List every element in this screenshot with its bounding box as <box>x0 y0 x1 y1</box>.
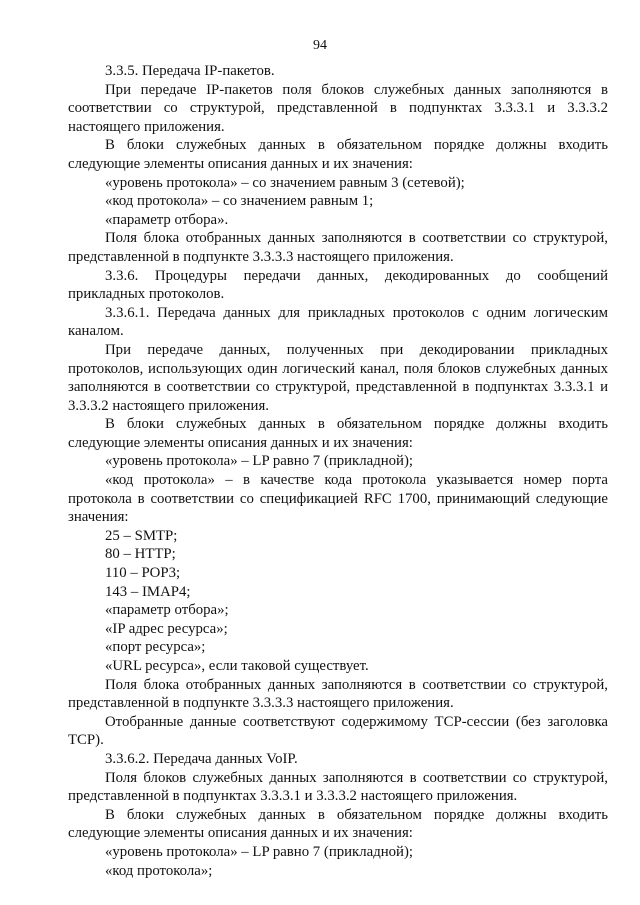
paragraph: 3.3.6. Процедуры передачи данных, декодированных до сообщений прикладных протоколов. <box>68 267 608 303</box>
paragraph: В блоки служебных данных в обязательном порядке должны входить следующие элементы описания данных и их значения: <box>68 806 608 842</box>
list-item: «порт ресурса»; <box>105 639 206 656</box>
list-item: 80 – HTTP; <box>105 546 176 563</box>
list-item: «код протокола»; <box>105 862 213 879</box>
paragraph: Поля блоков служебных данных заполняются в соответствии со структурой, представленной в подпунктах 3.3.3.1 и 3.3.3.2 настоящего приложения. <box>68 769 608 805</box>
paragraph: Отобранные данные соответствуют содержимому TCP-сессии (без заголовка TCP). <box>68 713 608 749</box>
list-item: «уровень протокола» – LP равно 7 (прикладной); <box>105 453 413 470</box>
list-item: 25 – SMTP; <box>105 527 178 544</box>
list-item: 143 – IMAP4; <box>105 583 191 600</box>
list-item: «параметр отбора». <box>105 211 229 228</box>
list-item: 110 – POP3; <box>105 565 181 582</box>
paragraph: 3.3.6.1. Передача данных для прикладных протоколов с одним логическим каналом. <box>68 304 608 340</box>
section-heading: 3.3.5. Передача IP-пакетов. <box>105 63 275 79</box>
paragraph: «код протокола» – в качестве кода протокола указывается номер порта протокола в соответствии со спецификацией RFC 1700, принимающий следующие значения: <box>68 472 608 526</box>
list-item: «параметр отбора»; <box>105 602 229 619</box>
list-item: «код протокола» – со значением равным 1; <box>105 193 374 210</box>
paragraph: При передаче IP-пакетов поля блоков служебных данных заполняются в соответствии со структурой, представленной в подпунктах 3.3.3.1 и 3.3.3.2 настоящего приложения. <box>68 81 608 135</box>
list-item: «уровень протокола» – со значением равным 3 (сетевой); <box>105 174 465 191</box>
paragraph: При передаче данных, полученных при декодировании прикладных протоколов, использующих один логический канал, поля блоков служебных данных заполняются в соответствии со структурой, представленной в подпунктах 3.3.3.1 и 3.3.3.2 настоящего приложения. <box>68 341 608 414</box>
list-item: «IP адрес ресурса»; <box>105 620 228 637</box>
section-heading: 3.3.6.2. Передача данных VoIP. <box>105 750 298 767</box>
paragraph: Поля блока отобранных данных заполняются в соответствии со структурой, представленной в подпункте 3.3.3.3 настоящего приложения. <box>68 676 608 712</box>
list-item: «URL ресурса», если таковой существует. <box>105 658 369 674</box>
document-body <box>68 62 608 880</box>
list-item: «уровень протокола» – LP равно 7 (прикладной); <box>105 843 413 860</box>
page-number: 94 <box>313 38 327 53</box>
paragraph: В блоки служебных данных в обязательном порядке должны входить следующие элементы описания данных и их значения: <box>68 416 608 451</box>
paragraph: Поля блока отобранных данных заполняются в соответствии со структурой, представленной в подпункте 3.3.3.3 настоящего приложения. <box>68 230 608 265</box>
paragraph: В блоки служебных данных в обязательном порядке должны входить следующие элементы описания данных и их значения: <box>68 137 608 172</box>
